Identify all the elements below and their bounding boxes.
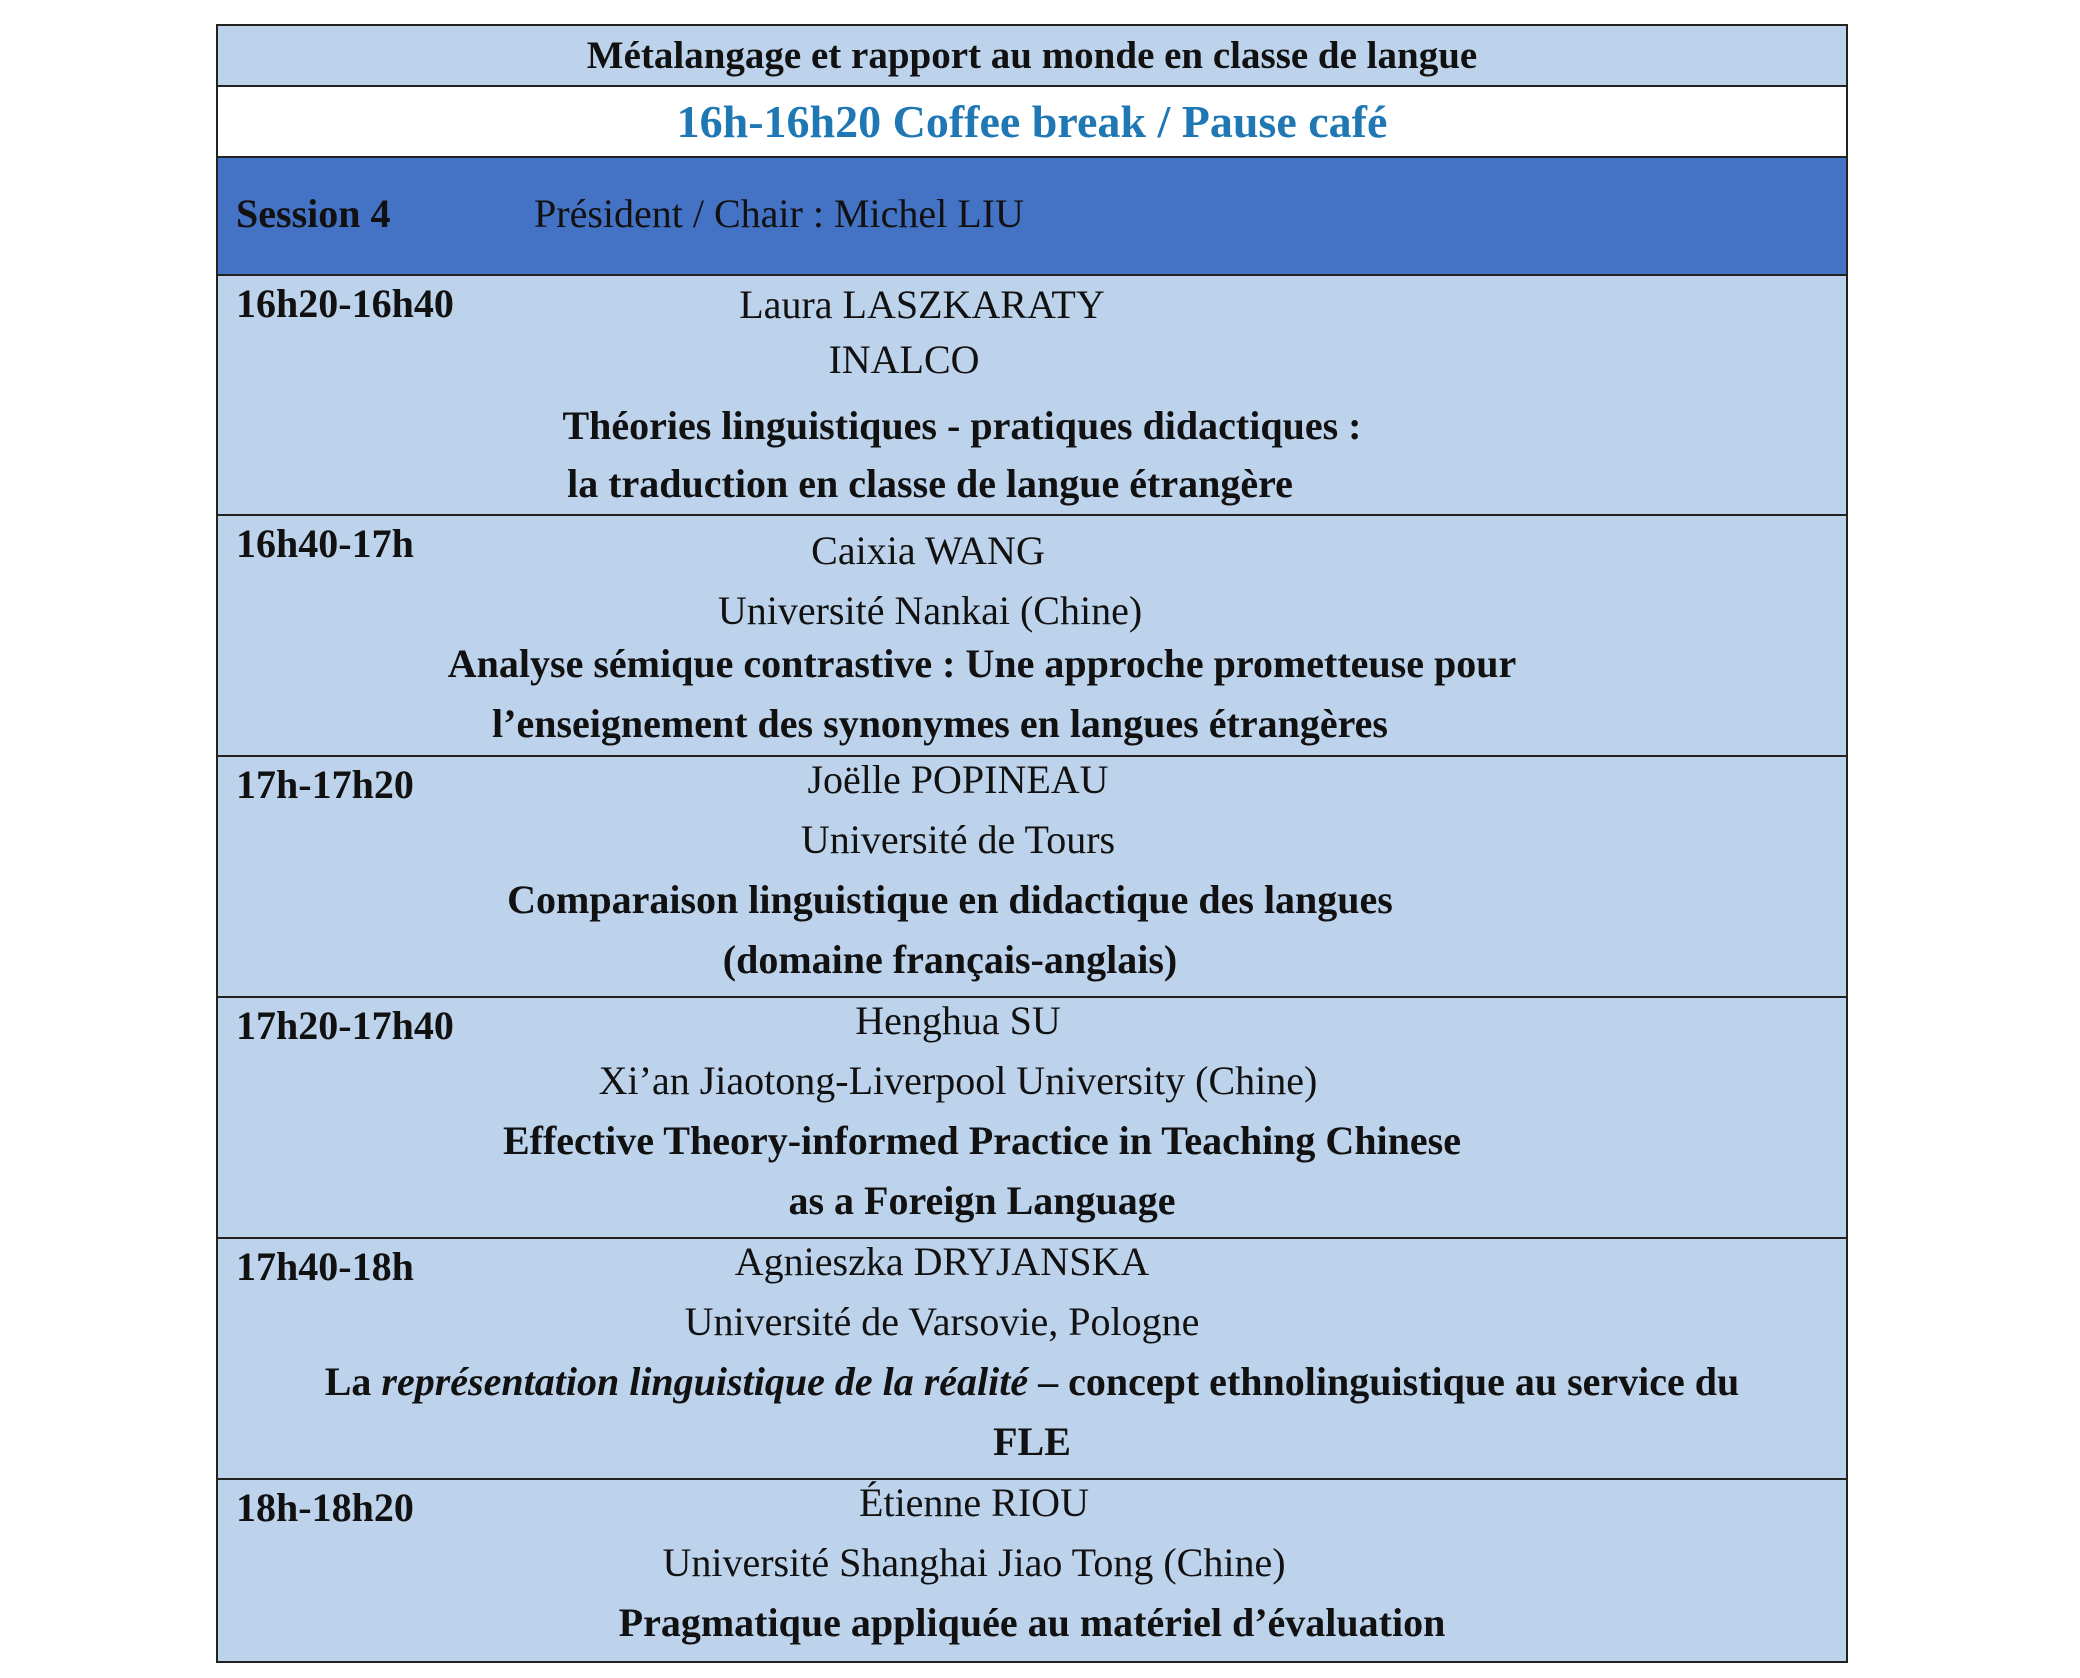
talk-title-line-1: Effective Theory-informed Practice in Teaching Chinese bbox=[502, 1118, 1461, 1163]
talk-speaker: Agnieszka DRYJANSKA bbox=[734, 1239, 1150, 1284]
talk-row bbox=[218, 998, 1846, 1239]
talk-title-line-1 bbox=[218, 1359, 1846, 1405]
talk-time: 16h20-16h40 bbox=[236, 281, 454, 326]
talk-affiliation: Université de Varsovie, Pologne bbox=[684, 1299, 1200, 1344]
talk-title-line-1: Pragmatique appliquée au matériel d’évaluation bbox=[618, 1600, 1446, 1645]
talk-row bbox=[218, 276, 1846, 516]
program-title: Métalangage et rapport au monde en classe de langue bbox=[586, 34, 1478, 77]
talk-time: 16h40-17h bbox=[236, 521, 414, 566]
talk-title-line-1: Comparaison linguistique en didactique des langues bbox=[507, 877, 1393, 922]
talk-speaker: Joëlle POPINEAU bbox=[807, 757, 1109, 802]
talk-title-pre: La bbox=[324, 1359, 382, 1404]
talk-time: 17h-17h20 bbox=[236, 762, 414, 807]
talk-affiliation: Université Nankai (Chine) bbox=[717, 588, 1143, 633]
coffee-break-label: 16h-16h20 Coffee break / Pause café bbox=[676, 96, 1388, 147]
talk-affiliation: Xi’an Jiaotong-Liverpool University (Chine) bbox=[598, 1058, 1318, 1103]
talk-row bbox=[218, 1239, 1846, 1480]
session-header-row bbox=[218, 158, 1846, 276]
talk-speaker: Étienne RIOU bbox=[859, 1480, 1089, 1525]
talk-time: 17h20-17h40 bbox=[236, 1003, 454, 1048]
talk-speaker: Caixia WANG bbox=[811, 528, 1045, 573]
program-title-row bbox=[218, 26, 1846, 87]
session-chair: Président / Chair : Michel LIU bbox=[534, 191, 1024, 236]
talk-title-line-1: Théories linguistiques - pratiques didactiques : bbox=[562, 403, 1362, 448]
talk-title-line-2: l’enseignement des synonymes en langues étrangères bbox=[492, 701, 1388, 746]
program-table bbox=[216, 24, 1848, 1663]
talk-title-italic: représentation linguistique de la réalité bbox=[381, 1359, 1029, 1404]
talk-title-line-1: Analyse sémique contrastive : Une approche prometteuse pour bbox=[447, 641, 1517, 686]
talk-time: 17h40-18h bbox=[236, 1244, 414, 1289]
talk-row bbox=[218, 516, 1846, 757]
talk-time: 18h-18h20 bbox=[236, 1485, 414, 1530]
coffee-break-row bbox=[218, 87, 1846, 158]
talk-row bbox=[218, 757, 1846, 998]
talk-title-line-2: as a Foreign Language bbox=[788, 1178, 1176, 1223]
talk-speaker: Laura LASZKARATY bbox=[739, 282, 1105, 327]
talk-title-line-2: la traduction en classe de langue étrangère bbox=[567, 461, 1293, 506]
talk-affiliation: INALCO bbox=[828, 337, 980, 382]
talk-speaker: Henghua SU bbox=[855, 998, 1061, 1043]
talk-title-post: – concept ethnolinguistique au service du bbox=[1028, 1359, 1740, 1404]
talk-title-line-2: (domaine français-anglais) bbox=[722, 937, 1178, 982]
talk-affiliation: Université Shanghai Jiao Tong (Chine) bbox=[662, 1540, 1286, 1585]
talk-row bbox=[218, 1480, 1846, 1661]
talk-title-line-2: FLE bbox=[993, 1419, 1071, 1464]
talk-affiliation: Université de Tours bbox=[800, 817, 1116, 862]
session-label: Session 4 bbox=[236, 191, 391, 236]
